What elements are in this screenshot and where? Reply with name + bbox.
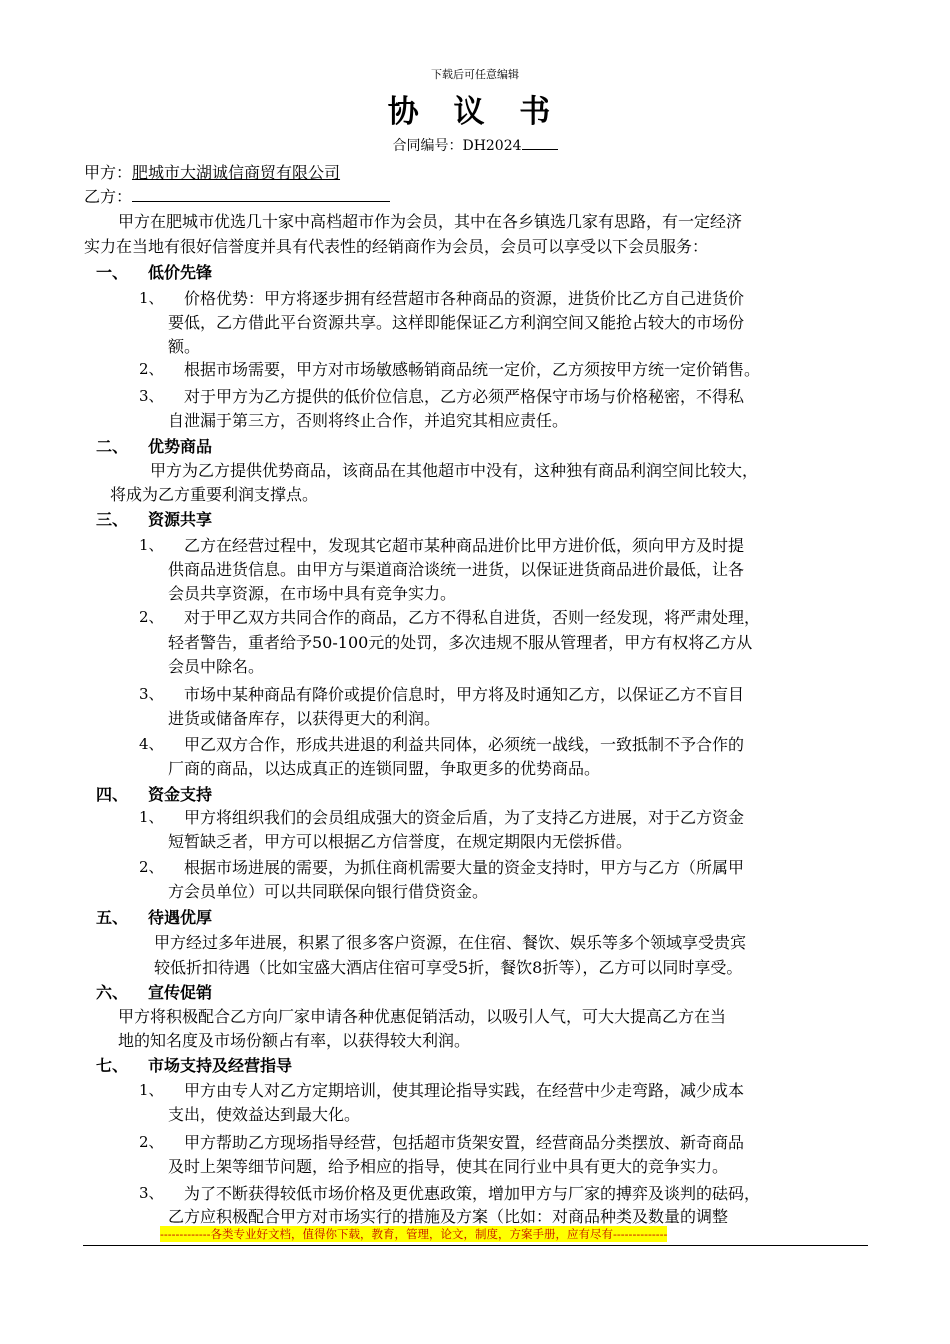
item-number: 1、 <box>139 289 164 307</box>
item-line: 甲方由专人对乙方定期培训，使其理论指导实践，在经营中少走弯路，减少成本 <box>184 1081 745 1100</box>
item-line: 额。 <box>168 337 201 356</box>
party-a-label: 甲方： <box>84 163 133 182</box>
item-line: 甲方将组织我们的会员组成强大的资金后盾，为了支持乙方进展，对于乙方资金 <box>184 808 745 827</box>
section-heading: 六、 宣传促销 <box>96 983 213 1002</box>
item-line: 价格优势：甲方将逐步拥有经营超市各种商品的资源，进货价比乙方自己进货价 <box>184 289 745 308</box>
item-number: 2、 <box>139 1133 164 1151</box>
item-line: 为了不断获得较低市场价格及更优惠政策，增加甲方与厂家的搏弈及谈判的砝码， <box>184 1184 761 1203</box>
item-number: 2、 <box>139 608 164 626</box>
item-line: 要低，乙方借此平台资源共享。这样即能保证乙方利润空间又能抢占较大的市场份 <box>168 313 745 332</box>
item-line: 厂商的商品，以达成真正的连锁同盟，争取更多的优势商品。 <box>168 759 601 778</box>
item-line: 短暂缺乏者，甲方可以根据乙方信誉度，在规定期限内无偿拆借。 <box>168 832 633 851</box>
section-heading: 四、 资金支持 <box>96 785 213 804</box>
section-paragraph-line: 将成为乙方重要利润支撑点。 <box>110 485 319 504</box>
item-line: 会员共享资源，在市场中具有竞争实力。 <box>168 584 457 603</box>
item-number: 2、 <box>139 360 164 378</box>
item-line: 支出，使效益达到最大化。 <box>168 1105 361 1124</box>
section-paragraph-line: 甲方经过多年进展，积累了很多客户资源，在住宿、餐饮、娱乐等多个领域享受贵宾 <box>154 933 747 952</box>
party-a-name: 肥城市大湖诚信商贸有限公司 <box>132 163 341 182</box>
section-heading: 三、 资源共享 <box>96 510 213 529</box>
item-line: 根据市场进展的需要，为抓住商机需要大量的资金支持时，甲方与乙方（所属甲 <box>184 858 745 877</box>
item-number: 1、 <box>139 808 164 826</box>
item-line: 会员中除名。 <box>168 657 265 676</box>
item-number: 3、 <box>139 387 164 405</box>
document-title: 协 议 书 <box>387 94 563 130</box>
section-paragraph-line: 地的知名度及市场份额占有率，以获得较大利润。 <box>118 1031 471 1050</box>
section-heading: 七、 市场支持及经营指导 <box>96 1056 293 1075</box>
section-heading: 五、 待遇优厚 <box>96 908 213 927</box>
item-line: 方会员单位）可以共同联保向银行借贷资金。 <box>168 882 489 901</box>
contract-number-label: 合同编号：DH2024 <box>392 138 522 154</box>
item-line: 轻者警告，重者给予50-100元的处罚，多次违规不服从管理者，甲方有权将乙方从 <box>168 633 753 652</box>
section-heading: 一、 低价先锋 <box>96 263 213 282</box>
party-b-blank <box>132 186 390 202</box>
item-line: 市场中某种商品有降价或提价信息时，甲方将及时通知乙方，以保证乙方不盲目 <box>184 685 745 704</box>
item-number: 1、 <box>139 1081 164 1099</box>
item-number: 1、 <box>139 536 164 554</box>
section-paragraph-line: 较低折扣待遇（比如宝盛大酒店住宿可享受5折，餐饮8折等），乙方可以同时享受。 <box>154 958 743 977</box>
item-line: 对于甲方为乙方提供的低价位信息，乙方必须严格保守市场与价格秘密，不得私 <box>184 387 745 406</box>
section-heading: 二、 优势商品 <box>96 437 213 456</box>
item-line: 甲方帮助乙方现场指导经营，包括超市货架安置，经营商品分类摆放、新奇商品 <box>184 1133 745 1152</box>
header-note: 下载后可任意编辑 <box>431 68 519 81</box>
party-b-label: 乙方： <box>84 187 133 206</box>
item-line: 甲乙双方合作，形成共进退的利益共同体，必须统一战线，一致抵制不予合作的 <box>184 735 745 754</box>
item-number: 3、 <box>139 685 164 703</box>
item-line: 根据市场需要，甲方对市场敏感畅销商品统一定价，乙方须按甲方统一定价销售。 <box>184 360 761 379</box>
party-a <box>84 160 340 183</box>
item-line: 进货或储备库存，以获得更大的利润。 <box>168 709 441 728</box>
item-line: 供商品进货信息。由甲方与渠道商洽谈统一进货，以保证进货商品进价最低，让各 <box>168 560 745 579</box>
item-line: 自泄漏于第三方，否则将终止合作，并追究其相应责任。 <box>168 411 569 430</box>
section-paragraph-line: 甲方为乙方提供优势商品，该商品在其他超市中没有，这种独有商品利润空间比较大， <box>150 461 759 480</box>
footer-banner: -------------各类专业好文档，值得你下载，教育，管理，论文，制度，方案手册，应有尽有-------------- <box>160 1227 668 1241</box>
footer-divider <box>83 1245 868 1246</box>
contract-number <box>0 135 950 155</box>
item-line: 乙方在经营过程中，发现其它超市某种商品进价比甲方进价低，须向甲方及时提 <box>184 536 745 555</box>
section-paragraph-line: 甲方将积极配合乙方向厂家申请各种优惠促销活动，以吸引人气，可大大提高乙方在当 <box>118 1007 727 1026</box>
contract-number-blank <box>522 137 558 150</box>
intro-line: 实力在当地有很好信誉度并具有代表性的经销商作为会员，会员可以享受以下会员服务： <box>84 237 709 256</box>
item-number: 3、 <box>139 1184 164 1202</box>
item-line: 乙方应积极配合甲方对市场实行的措施及方案（比如：对商品种类及数量的调整 <box>168 1207 729 1226</box>
party-b <box>84 184 390 207</box>
intro-line: 甲方在肥城市优选几十家中高档超市作为会员，其中在各乡镇选几家有思路，有一定经济 <box>118 212 743 231</box>
item-number: 4、 <box>139 735 164 753</box>
item-number: 2、 <box>139 858 164 876</box>
item-line: 及时上架等细节问题，给予相应的指导，使其在同行业中具有更大的竞争实力。 <box>168 1157 729 1176</box>
item-line: 对于甲乙双方共同合作的商品，乙方不得私自进货，否则一经发现，将严肃处理， <box>184 608 761 627</box>
